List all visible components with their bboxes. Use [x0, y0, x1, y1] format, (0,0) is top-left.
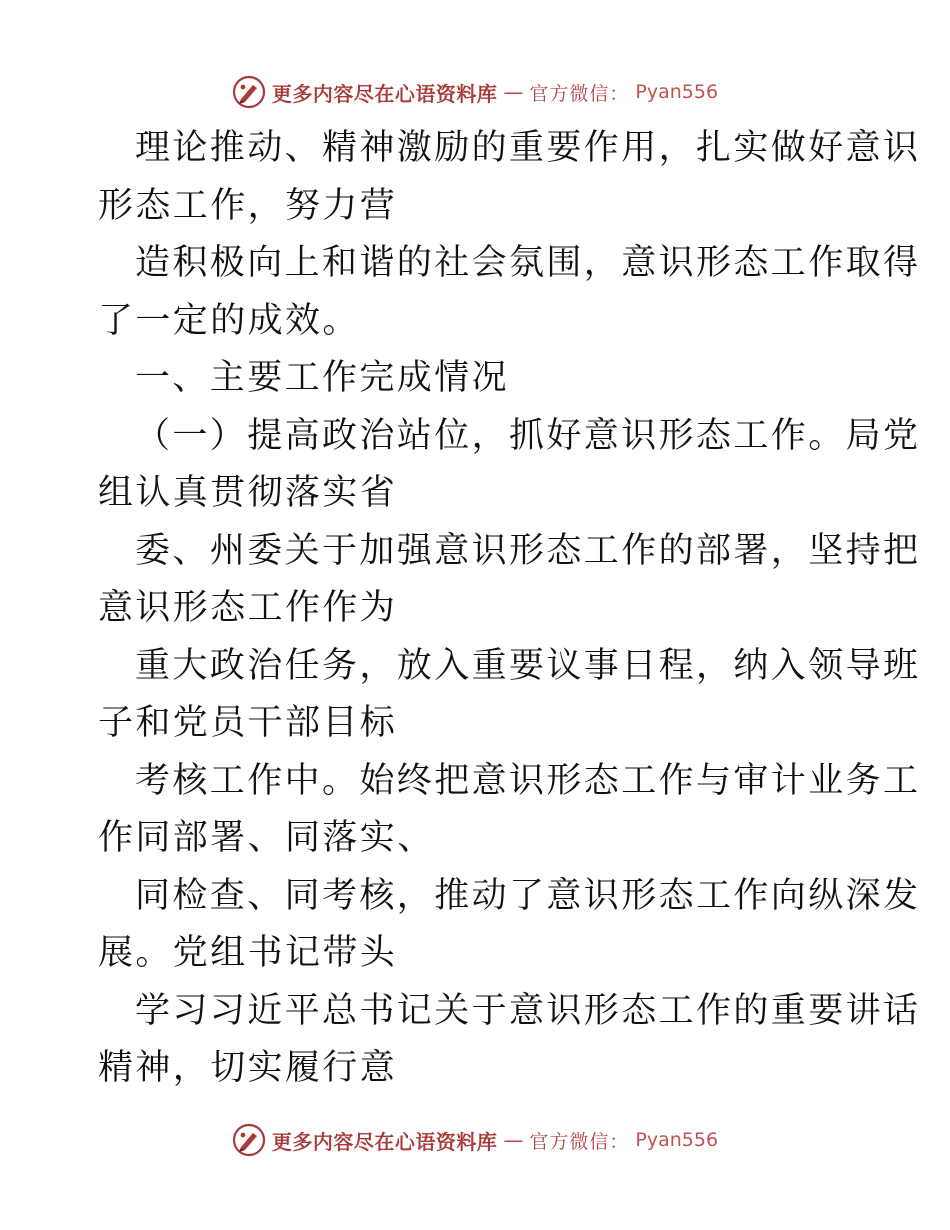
document-body	[98, 120, 921, 1098]
watermark-separator: —	[503, 80, 524, 104]
watermark-separator: —	[503, 1128, 524, 1152]
text-line: 精神，切实履行意	[98, 1048, 398, 1088]
text-line: 同检查、同考核，推动了意识形态工作向纵深发	[135, 875, 921, 916]
watermark-account-id: Pyan556	[635, 1129, 719, 1151]
text-line: 重大政治任务，放入重要议事日程，纳入领导班	[135, 645, 921, 686]
text-line: 了一定的成效。	[98, 300, 360, 341]
text-line: 子和党员干部目标	[98, 703, 398, 743]
text-line: 作同部署、同落实、	[98, 818, 435, 858]
text-line: （一）提高政治站位，抓好意识形态工作。局党	[135, 415, 921, 456]
text-line: 展。党组书记带头	[98, 933, 398, 973]
watermark-brand-text: 更多内容尽在心语资料库	[271, 1129, 498, 1154]
text-line: 形态工作，努力营	[98, 185, 398, 226]
text-line: 理论推动、精神激励的重要作用，扎实做好意识	[135, 128, 921, 168]
text-line: 造积极向上和谐的社会氛围，意识形态工作取得	[135, 243, 921, 283]
pen-nib-logo-icon	[232, 1123, 266, 1157]
pen-nib-logo-icon	[232, 75, 266, 109]
text-line: 学习习近平总书记关于意识形态工作的重要讲话	[135, 990, 921, 1031]
watermark-brand-text: 更多内容尽在心语资料库	[271, 81, 498, 106]
text-line: 组认真贯彻落实省	[98, 473, 398, 513]
text-line: 意识形态工作作为	[98, 588, 398, 628]
section-heading: 一、主要工作完成情况	[135, 358, 510, 398]
watermark-official-label: 官方微信：	[529, 82, 630, 105]
watermark-account-id: Pyan556	[635, 81, 719, 103]
watermark-official-label: 官方微信：	[529, 1130, 630, 1153]
footer-watermark	[0, 1120, 950, 1160]
header-watermark	[0, 72, 950, 112]
text-line: 委、州委关于加强意识形态工作的部署，坚持把	[135, 530, 921, 571]
text-line: 考核工作中。始终把意识形态工作与审计业务工	[135, 760, 921, 801]
